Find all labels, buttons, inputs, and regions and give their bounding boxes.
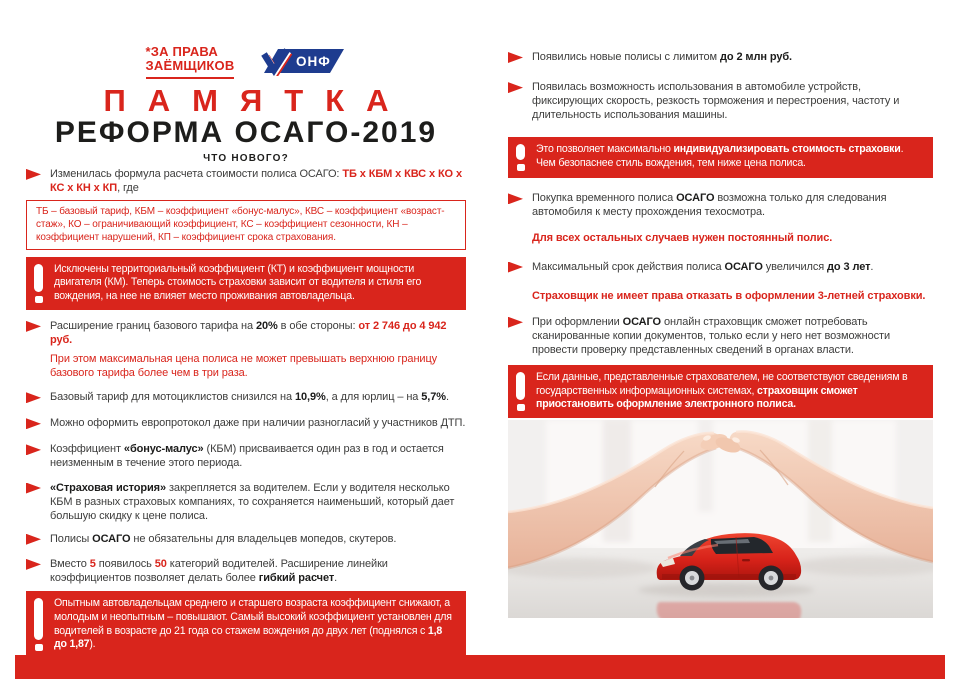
bullet-text: Коэффициент «бонус-малус» (КБМ) присваивается один раз в год и остается неизменным в течение этого периода. bbox=[50, 443, 444, 470]
note-text: Страховщик не имеет права отказать в оформлении 3-летней страховки. bbox=[532, 289, 926, 302]
bullet-item bbox=[508, 315, 933, 357]
bullet-text: Расширение границ базового тарифа на 20% в обе стороны: от 2 746 до 4 942 руб. bbox=[50, 319, 447, 346]
bullet-text: При оформлении ОСАГО онлайн страховщик сможет потребовать сканированные копии документов, только если у него нет возможности провести проверку представленных сведений в органах власти. bbox=[532, 315, 890, 356]
hands-protecting-car-photo bbox=[508, 420, 933, 618]
zpz-logo-line2: ЗАЁМЩИКОВ bbox=[145, 58, 235, 74]
zpz-logo-line1: *ЗА ПРАВА bbox=[145, 44, 218, 59]
bullet-arrow-icon bbox=[508, 82, 523, 93]
car-reflection bbox=[657, 602, 801, 618]
bullet-item bbox=[508, 260, 933, 274]
header-logos bbox=[26, 45, 466, 77]
bullet-text: Появилась возможность использования в автомобиле устройств, фиксирующих скорость, резкость торможения и перестроения, частоту и длительность использования машины. bbox=[532, 81, 900, 122]
bullet-item bbox=[26, 319, 466, 347]
bullet-text: Изменилась формула расчета стоимости полиса ОСАГО: ТБ х КБМ х КВС х КО х КС х КН х КП, где bbox=[50, 167, 462, 194]
bullet-arrow-icon bbox=[508, 52, 523, 63]
note-text: Для всех остальных случаев нужен постоянный полис. bbox=[532, 232, 833, 245]
bullet-text: Вместо 5 появилось 50 категорий водителей. Расширение линейки коэффициентов позволяет делать более гибкий расчет. bbox=[50, 557, 388, 584]
alert-text: Это позволяет максимально индивидуализировать стоимость страховки. Чем безопаснее стиль вождения, тем ниже цена полиса. bbox=[536, 143, 904, 170]
bullet-arrow-icon bbox=[26, 392, 41, 403]
za-prava-zaemshchikov-logo bbox=[146, 45, 235, 79]
alert-text: Исключены территориальный коэффициент (КТ) и коэффициент мощности двигателя (КМ). Теперь стоимость страховки зависит от водителя и стиля его вождения, на нее не влияет место проживания автовладельца. bbox=[54, 262, 422, 303]
reform-title: РЕФОРМА ОСАГО-2019 bbox=[54, 115, 438, 149]
bullet-arrow-icon bbox=[26, 418, 41, 429]
alert-text: Если данные, представленные страхователем, не соответствуют сведениям в государственных информационных системах, страховщик сможет приостановить оформление электронного полиса. bbox=[536, 370, 908, 411]
bullet-arrow-icon bbox=[26, 169, 41, 180]
alert-box bbox=[508, 365, 933, 418]
exclamation-icon bbox=[516, 372, 525, 411]
onf-logo-label: ОНФ bbox=[296, 54, 332, 69]
bullet-item bbox=[26, 481, 466, 523]
memo-title: ПАМЯТКА bbox=[103, 83, 411, 118]
bullet-item bbox=[508, 191, 933, 219]
bullet-item bbox=[26, 390, 466, 404]
formula-legend-box bbox=[26, 200, 466, 250]
bullet-text: «Страховая история» закрепляется за водителем. Если у водителя несколько КБМ в разных страховых компаниях, то сохраняется наименьший, который дает большую скидку к цене полиса. bbox=[50, 481, 455, 522]
bullet-arrow-icon bbox=[508, 317, 523, 328]
right-column bbox=[508, 0, 933, 418]
bullet-item bbox=[26, 416, 466, 430]
note-text: При этом максимальная цена полиса не может превышать верхнюю границу базового тарифа более чем в три раза. bbox=[50, 353, 438, 380]
bullet-item bbox=[26, 557, 466, 585]
bullet-arrow-icon bbox=[26, 483, 41, 494]
bullet-arrow-icon bbox=[26, 559, 41, 570]
alert-box bbox=[508, 137, 933, 178]
bullet-arrow-icon bbox=[26, 534, 41, 545]
bullet-item bbox=[508, 50, 933, 64]
bullet-item bbox=[508, 80, 933, 122]
bullet-text: Максимальный срок действия полиса ОСАГО увеличился до 3 лет. bbox=[532, 260, 874, 273]
alert-box bbox=[26, 257, 466, 310]
exclamation-icon bbox=[34, 264, 43, 303]
zpz-logo-underline bbox=[146, 77, 235, 79]
left-column bbox=[26, 0, 466, 658]
bullet-arrow-icon bbox=[26, 444, 41, 455]
bullet-text: Появились новые полисы с лимитом до 2 млн руб. bbox=[532, 51, 792, 63]
bullet-item bbox=[26, 442, 466, 470]
bullet-text: Полисы ОСАГО не обязательны для владельцев мопедов, скутеров. bbox=[50, 532, 397, 545]
bullet-arrow-icon bbox=[508, 262, 523, 273]
formula-legend-text: ТБ – базовый тариф, КБМ – коэффициент «бонус-малус», КВС – коэффициент «возраст-стаж», КО – ограничивающий коэффициент, КС – коэффициент сезонности, КН – коэффициент нарушений, КП – коэффициент срока страхования. bbox=[36, 206, 445, 244]
bullet-arrow-icon bbox=[508, 193, 523, 204]
alert-box bbox=[26, 591, 466, 658]
footer-red-bar bbox=[15, 655, 945, 679]
bullet-text: Базовый тариф для мотоциклистов снизился на 10,9%, а для юрлиц – на 5,7%. bbox=[50, 391, 449, 404]
exclamation-icon bbox=[34, 598, 43, 651]
onf-logo bbox=[260, 46, 346, 76]
whats-new-tagline: ЧТО НОВОГО? bbox=[203, 152, 289, 164]
exclamation-icon bbox=[516, 144, 525, 171]
alert-text: Опытным автовладельцам среднего и старшего возраста коэффициент снижают, а молодым и неопытным – повышают. Самый высокий коэффициент установлен для водителей в возрасте до 21 года со стажем вождения до двух лет (поднялся с 1,8 до 1,87). bbox=[54, 597, 452, 651]
bullet-text: Можно оформить европротокол даже при наличии разногласий у участников ДТП. bbox=[50, 417, 466, 430]
bullet-item bbox=[26, 532, 466, 546]
bullet-text: Покупка временного полиса ОСАГО возможна только для следования автомобиля к месту прохождения техосмотра. bbox=[532, 192, 887, 219]
bullet-item bbox=[26, 167, 466, 195]
bullet-arrow-icon bbox=[26, 321, 41, 332]
